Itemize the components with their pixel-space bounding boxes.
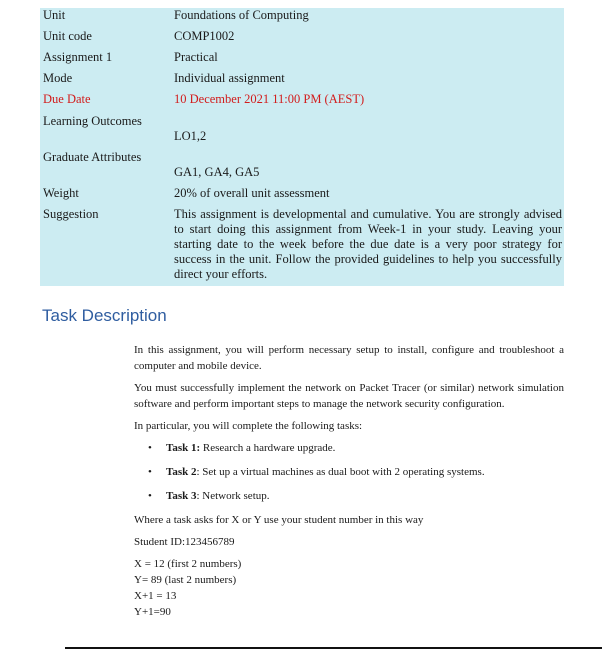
info-label: Weight [43,186,79,200]
info-label: Unit [43,8,66,22]
task-list-item [134,464,564,480]
network-paragraph: You must successfully implement the network on Packet Tracer (or similar) network simulation software and perform important steps to manage the network security configuration. [134,382,564,410]
info-row-assignment [40,50,564,71]
info-label: Graduate Attributes [43,150,142,164]
bullet-icon: • [148,490,152,502]
info-value: Individual assignment [174,71,285,85]
graduate-attributes-value: GA1, GA4, GA5 [174,165,260,179]
info-label: Assignment 1 [43,50,113,64]
info-value: Practical [174,50,218,64]
info-row-unit-code [40,29,564,50]
task-description-body [134,342,564,620]
info-label: Learning Outcomes [43,114,142,128]
task-description-heading: Task Description [42,306,167,325]
info-label: Suggestion [43,207,99,221]
bottom-divider [65,647,602,649]
equation-line: X+1 = 13 [134,590,177,602]
tasks-intro-paragraph: In particular, you will complete the following tasks: [134,420,363,432]
equation-line: Y+1=90 [134,606,171,618]
task-name: Task 3 [166,490,197,502]
task-text: Research a hardware upgrade. [200,442,336,454]
task-list-item [134,440,564,456]
info-value [174,114,564,150]
info-row-due-date [40,92,564,114]
info-label: Unit code [43,29,92,43]
task-list-item [134,488,564,504]
info-row-weight [40,186,564,207]
assignment-info-table [40,8,564,286]
task-name: Task 1: [166,442,201,454]
intro-paragraph: In this assignment, you will perform necessary setup to install, configure and troubleshoot a computer and mobile device. [134,344,564,372]
bullet-icon: • [148,442,152,454]
student-number-paragraph: Where a task asks for X or Y use your student number in this way [134,514,424,526]
student-id: Student ID:123456789 [134,536,235,548]
task-name: Task 2 [166,466,197,478]
info-row-unit [40,8,564,29]
due-date-value: 10 December 2021 11:00 PM (AEST) [174,92,365,106]
info-row-mode [40,71,564,92]
info-row-learning-outcomes [40,114,564,150]
info-label: Mode [43,71,73,85]
task-text: : Network setup. [196,490,270,502]
suggestion-value: This assignment is developmental and cumulative. You are strongly advised to start doing this assignment from Week-1 in your study. Leaving your starting date to the week before the due date is a very poor strategy for success in the unit. Follow the provided guidelines to help you successfully direct your efforts. [174,207,562,281]
learning-outcomes-value: LO1,2 [174,129,207,143]
equation-line: X = 12 (first 2 numbers) [134,558,242,570]
bullet-icon: • [148,466,152,478]
info-row-graduate-attributes [40,150,564,186]
task-text: : Set up a virtual machines as dual boot with 2 operating systems. [196,466,485,478]
info-value: Foundations of Computing [174,8,309,22]
task-list [134,440,564,504]
due-date-label: Due Date [43,92,91,106]
info-row-suggestion [40,207,564,286]
equation-line: Y= 89 (last 2 numbers) [134,574,237,586]
info-value [174,150,564,186]
info-value: 20% of overall unit assessment [174,186,330,200]
info-value: COMP1002 [174,29,235,43]
